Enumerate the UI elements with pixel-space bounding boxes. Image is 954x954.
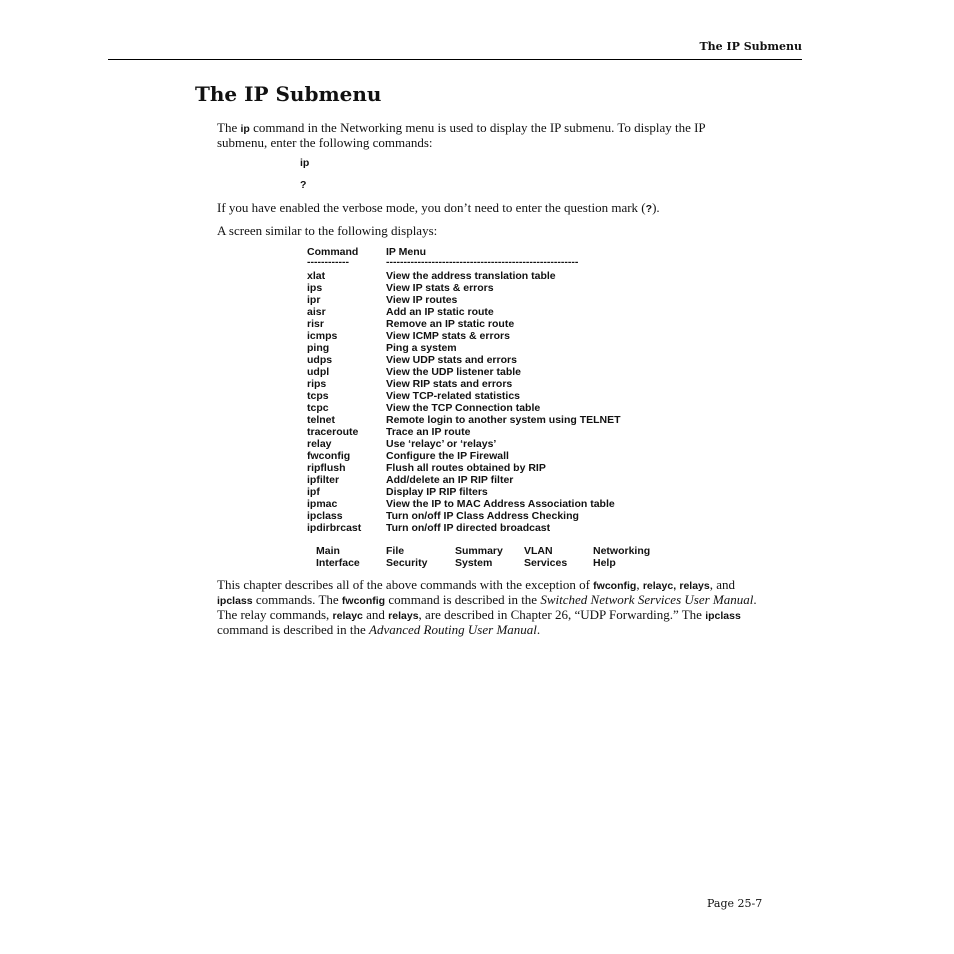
closing-text: command is described in the (385, 592, 541, 607)
screen-row (307, 366, 621, 378)
header-rule (108, 59, 802, 60)
screen-row-description: Configure the IP Firewall (386, 450, 509, 462)
intro-text-1: The (217, 120, 241, 135)
screen-row (307, 354, 621, 366)
screen-row (307, 522, 621, 534)
running-head: The IP Submenu (699, 40, 802, 53)
screen-header-command: Command (307, 246, 359, 258)
closing-text: This chapter describes all of the above commands with the exception of (217, 577, 594, 592)
inline-command: relayc (332, 610, 363, 622)
screen-row-description: Add/delete an IP RIP filter (386, 474, 514, 486)
screen-row (307, 330, 621, 342)
screen-row-description: Turn on/off IP directed broadcast (386, 522, 551, 534)
screen-row-description: View the IP to MAC Address Association table (386, 498, 615, 510)
inline-command: ipclass (705, 610, 741, 622)
screen-rows (307, 270, 621, 534)
footer-item: Services (524, 557, 568, 569)
screen-row-command: fwconfig (307, 450, 351, 462)
screen-row-command: udps (307, 354, 333, 366)
screen-dash-1: ------------ (307, 258, 349, 268)
inline-command: ipclass (217, 595, 253, 607)
footer-item: Networking (593, 545, 651, 557)
screen-row-command: ipr (307, 294, 321, 306)
screen-row (307, 306, 621, 318)
screen-header-menu: IP Menu (386, 246, 427, 258)
verbose-paragraph (217, 201, 757, 216)
screen-row-description: View TCP-related statistics (386, 390, 521, 402)
screen-row-command: ripflush (307, 462, 346, 474)
screen-row (307, 462, 621, 474)
closing-text: command is described in the (217, 622, 369, 637)
screen-row (307, 390, 621, 402)
screen-row-description: Trace an IP route (386, 426, 471, 438)
screen-dash-2: ------------------------------------------------------- (386, 258, 579, 268)
screen-row-command: risr (307, 318, 324, 330)
screen-row-description: View UDP stats and errors (386, 354, 517, 366)
screen-row-command: ips (307, 282, 323, 294)
footer-item: Help (593, 557, 616, 569)
screen-row-command: ipfilter (307, 474, 340, 486)
screen-row-command: udpl (307, 366, 330, 378)
screen-row-command: ipclass (307, 510, 343, 522)
screen-row-description: View ICMP stats & errors (386, 330, 510, 342)
screen-row (307, 486, 621, 498)
screen-row (307, 342, 621, 354)
screen-row (307, 474, 621, 486)
screen-row-description: View the TCP Connection table (386, 402, 541, 414)
inline-command: fwconfig (593, 580, 637, 592)
screen-row (307, 270, 621, 282)
page-number: Page 25-7 (707, 897, 763, 910)
inline-command-question: ? (645, 203, 653, 215)
footer-item: File (386, 545, 405, 557)
screen-row-command: telnet (307, 414, 336, 426)
screen-row-description: Ping a system (386, 342, 457, 354)
screen-row-command: xlat (307, 270, 326, 282)
ip-menu-screen (307, 246, 621, 534)
screen-row-description: Add an IP static route (386, 306, 494, 318)
intro-text-2: command in the Networking menu is used to display the IP submenu. To display the IP submenu, enter the following commands: (217, 120, 706, 150)
closing-text: , are described in Chapter 26, “UDP Forwarding.” The (418, 607, 706, 622)
screen-row-description: Flush all routes obtained by RIP (386, 462, 546, 474)
closing-text: , and (709, 577, 736, 592)
page-title: The IP Submenu (195, 82, 382, 106)
screen-row-command: ipf (307, 486, 320, 498)
closing-text: , (636, 577, 643, 592)
inline-command-ip: ip (240, 123, 250, 135)
verbose-text-1: If you have enabled the verbose mode, you don’t need to enter the question mark ( (217, 200, 646, 215)
footer-item: Security (386, 557, 428, 569)
footer-row (316, 557, 650, 569)
inline-command: relays (388, 610, 419, 622)
command-line-ip: ip (300, 157, 310, 169)
manual-title: Switched Network Services User Manual (540, 592, 754, 607)
screen-row-description: Remote login to another system using TELNET (386, 414, 621, 426)
screen-row (307, 450, 621, 462)
screen-row (307, 414, 621, 426)
screen-row-command: icmps (307, 330, 338, 342)
footer-item: VLAN (524, 545, 553, 557)
footer-item: Summary (455, 545, 503, 557)
screen-row-description: View IP routes (386, 294, 458, 306)
screen-row-description: View RIP stats and errors (386, 378, 513, 390)
screen-row (307, 318, 621, 330)
footer-item: Interface (316, 557, 360, 569)
inline-command: relays (679, 580, 710, 592)
screen-row-command: tcps (307, 390, 329, 402)
screen-row-description: Use ‘relayc’ or ‘relays’ (386, 438, 497, 450)
screen-row (307, 402, 621, 414)
screen-row-description: View IP stats & errors (386, 282, 494, 294)
screen-row-description: Display IP RIP filters (386, 486, 488, 498)
inline-command: fwconfig (341, 595, 386, 607)
screen-intro: A screen similar to the following displays: (217, 223, 438, 238)
screen-dash-row (307, 258, 621, 270)
screen-row-command: tcpc (307, 402, 329, 414)
manual-title: Advanced Routing User Manual (369, 622, 537, 637)
verbose-text-2: ). (652, 200, 660, 215)
screen-footer-menu (316, 545, 650, 569)
screen-row-command: aisr (307, 306, 326, 318)
screen-row-description: Turn on/off IP Class Address Checking (386, 510, 579, 522)
screen-row (307, 378, 621, 390)
footer-item: Main (316, 545, 340, 557)
screen-row-description: View the address translation table (386, 270, 556, 282)
screen-row-command: ping (307, 342, 330, 354)
intro-paragraph (217, 121, 757, 149)
screen-row-command: rips (307, 378, 327, 390)
command-line-question: ? (300, 179, 307, 191)
screen-row-command: ipmac (307, 498, 338, 510)
screen-row (307, 294, 621, 306)
screen-row-command: relay (307, 438, 332, 450)
screen-row-command: traceroute (307, 426, 359, 438)
screen-row-description: Remove an IP static route (386, 318, 515, 330)
footer-row (316, 545, 650, 557)
closing-text: commands. The (252, 592, 342, 607)
screen-row (307, 282, 621, 294)
closing-text: . (536, 622, 541, 637)
screen-row-command: ipdirbrcast (307, 522, 362, 534)
screen-header-row (307, 246, 621, 258)
screen-row (307, 438, 621, 450)
screen-row-description: View the UDP listener table (386, 366, 521, 378)
closing-paragraph (217, 578, 757, 636)
footer-item: System (455, 557, 493, 569)
closing-text: and (362, 607, 389, 622)
inline-command: relayc, (642, 580, 677, 592)
screen-row (307, 426, 621, 438)
screen-row (307, 510, 621, 522)
screen-row (307, 498, 621, 510)
closing-text: . The relay commands, (217, 592, 757, 622)
